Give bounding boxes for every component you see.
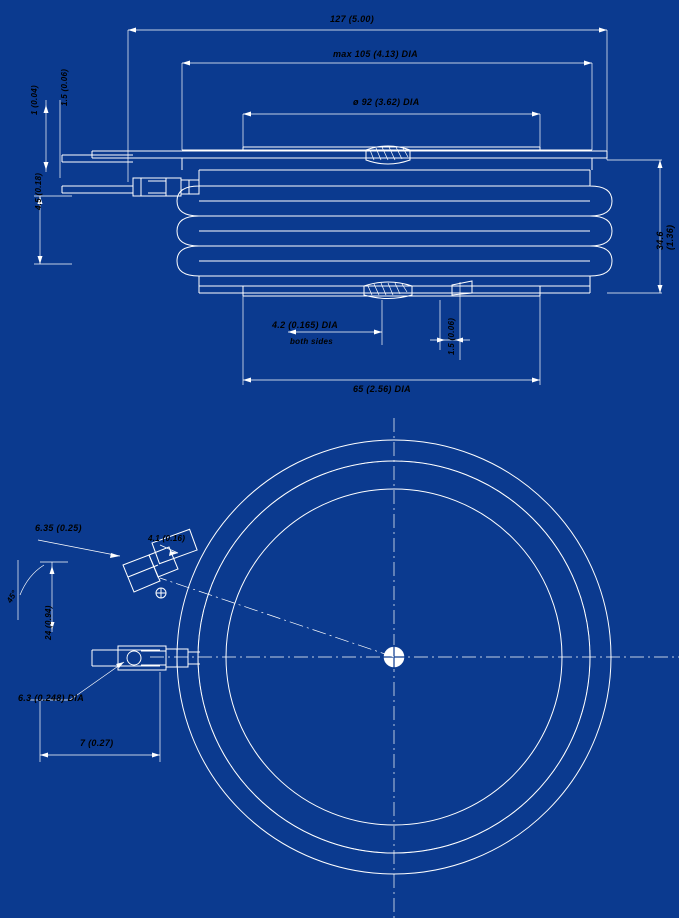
label-step-height: 1.5 (0.06): [447, 317, 456, 355]
dim-contact-bottom: [243, 296, 540, 385]
label-tab-thickness-2: 1.5 (0.06): [60, 68, 69, 106]
label-pilot-hole: 4.2 (0.165) DIA: [272, 320, 339, 330]
top-boss-hatching: [366, 146, 410, 164]
label-overall-width: 127 (5.00): [330, 14, 375, 24]
label-tab-thickness-1: 1 (0.04): [30, 85, 39, 115]
label-lead-length: 4.5 (0.18): [34, 172, 43, 210]
plan-view: [18, 418, 679, 918]
dim-angle: [18, 560, 44, 620]
side-elevation-view: [34, 28, 663, 386]
label-tab-width: 7 (0.27): [80, 738, 114, 748]
label-body-height: 34.6 (1.36): [655, 224, 675, 250]
label-ceramic-width: max 105 (4.13) DIA: [333, 49, 418, 59]
dim-gate-lead-width: [38, 540, 120, 558]
label-contact-bottom: 65 (2.56) DIA: [353, 384, 411, 394]
dim-tab-width: [40, 672, 160, 762]
label-contact-top: ø 92 (3.62) DIA: [353, 97, 420, 107]
capsule-body: [92, 146, 612, 299]
label-angle: 45°: [5, 588, 20, 605]
dim-contact-top: [243, 112, 540, 148]
gate-radius-leader: [160, 578, 394, 657]
label-gate-tab-length: 4.1 (0.16): [148, 534, 186, 543]
gate-lead-side: [62, 155, 199, 196]
label-gate-lead-width: 6.35 (0.25): [35, 523, 82, 533]
label-offset: 24 (0.94): [44, 605, 53, 640]
cathode-lead-plan: [92, 646, 200, 670]
label-cathode-lead: 6.3 (0.248) DIA: [18, 693, 85, 703]
label-pilot-hole-note: both sides: [290, 337, 334, 346]
